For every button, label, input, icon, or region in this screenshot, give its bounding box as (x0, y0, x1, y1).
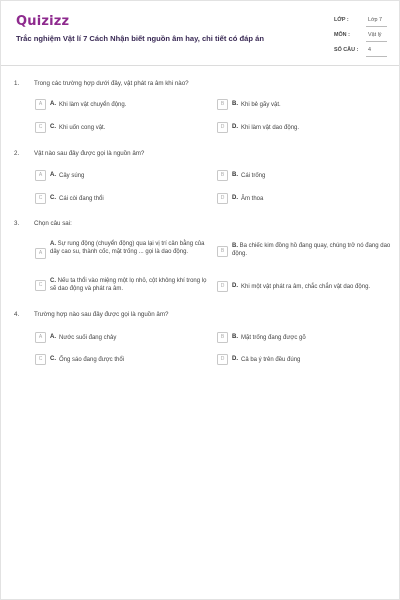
option-letter: A. (50, 171, 56, 178)
option-text: Cả ba ý trên đều đúng (241, 356, 301, 363)
question-number: 2. (14, 150, 20, 157)
option-text: Cây súng (59, 172, 85, 179)
option-box: A (35, 248, 46, 259)
meta-row-count (334, 45, 389, 60)
meta-row-class (334, 15, 389, 30)
option-b[interactable] (217, 242, 395, 264)
quiz-meta (334, 15, 389, 60)
option-text: Mặt trống đang được gõ (241, 334, 306, 341)
question-text: Trường hợp nào sau đây được gọi là nguồn âm? (34, 311, 169, 318)
option-box: C (35, 354, 46, 365)
option-box: A (35, 170, 46, 181)
option-text-content: Sự rung động (chuyển động) qua lại vị trí cân bằng của dây cao su, thành cốc, mặt trống ... gọi là dao động. (50, 241, 205, 256)
option-text: Âm thoa (241, 195, 264, 202)
option-box: A (35, 99, 46, 110)
quizizz-logo: Quizizz (16, 14, 70, 29)
option-letter: D. (232, 282, 238, 289)
option-text: Khi một vật phát ra âm, chắc chắn vật dao động. (241, 283, 371, 290)
option-letter: B. (232, 333, 238, 340)
option-letter: D. (232, 355, 238, 362)
option-text (50, 240, 210, 256)
meta-label-subject: MÔN : (334, 32, 350, 38)
option-letter: B. (232, 171, 238, 178)
option-letter: C. (50, 194, 56, 201)
option-text: Khi làm vật chuyển động. (59, 101, 127, 108)
option-box: C (35, 122, 46, 133)
option-box: D (217, 193, 228, 204)
page-title: Trắc nghiệm Vật lí 7 Cách Nhận biết nguồn âm hay, chi tiết có đáp án (16, 34, 264, 43)
meta-value-subject: Vật lý (366, 30, 387, 42)
option-text: Cái còi đang thổi (59, 195, 104, 202)
option-box: B (217, 332, 228, 343)
option-box: B (217, 170, 228, 181)
option-letter: C. (50, 123, 56, 130)
option-letter: D. (232, 123, 238, 130)
option-text: Cái trống (241, 172, 266, 179)
option-letter: A. (50, 333, 56, 340)
option-text-content: Ba chiếc kim đồng hồ đang quay, chúng trở nó đang dao động. (232, 243, 391, 258)
option-text: Khi uốn cong vật. (59, 124, 106, 131)
option-box: D (217, 281, 228, 292)
question-number: 3. (14, 220, 20, 227)
option-a[interactable] (35, 240, 211, 267)
option-text (50, 277, 210, 293)
option-box: D (217, 354, 228, 365)
question-number: 4. (14, 311, 20, 318)
option-letter: C. (50, 355, 56, 362)
option-box: C (35, 280, 46, 291)
option-letter: B. (232, 243, 238, 249)
option-text: Khi làm vật dao động. (241, 124, 300, 131)
option-box: A (35, 332, 46, 343)
meta-label-count: SỐ CÂU : (334, 47, 359, 53)
meta-row-subject (334, 30, 389, 45)
option-letter: B. (232, 100, 238, 107)
question-text: Vật nào sau đây được gọi là nguồn âm? (34, 150, 145, 157)
option-letter: C. (50, 278, 56, 284)
meta-value-count: 4 (366, 45, 387, 57)
option-text: Khi bẻ gãy vật. (241, 101, 281, 108)
option-letter: A. (50, 241, 56, 247)
question-text: Chọn câu sai: (34, 220, 72, 227)
option-box: B (217, 99, 228, 110)
header-divider (1, 65, 399, 66)
question-number: 1. (14, 80, 20, 87)
meta-label-class: LỚP : (334, 17, 349, 23)
question-text: Trong các trường hợp dưới đây, vật phát ra âm khi nào? (34, 80, 189, 87)
option-box: D (217, 122, 228, 133)
option-text-content: Nếu ta thổi vào miệng một lọ nhỏ, cột không khí trong lọ sẽ dao động và phát ra âm. (50, 278, 207, 293)
option-box: C (35, 193, 46, 204)
option-text: Ống sáo đang được thổi (59, 356, 124, 363)
option-text (232, 242, 394, 258)
option-c[interactable] (35, 277, 211, 297)
option-letter: A. (50, 100, 56, 107)
option-text: Nước suối đang chảy (59, 334, 117, 341)
option-box: B (217, 246, 228, 257)
option-letter: D. (232, 194, 238, 201)
meta-value-class: Lớp 7 (366, 15, 387, 27)
